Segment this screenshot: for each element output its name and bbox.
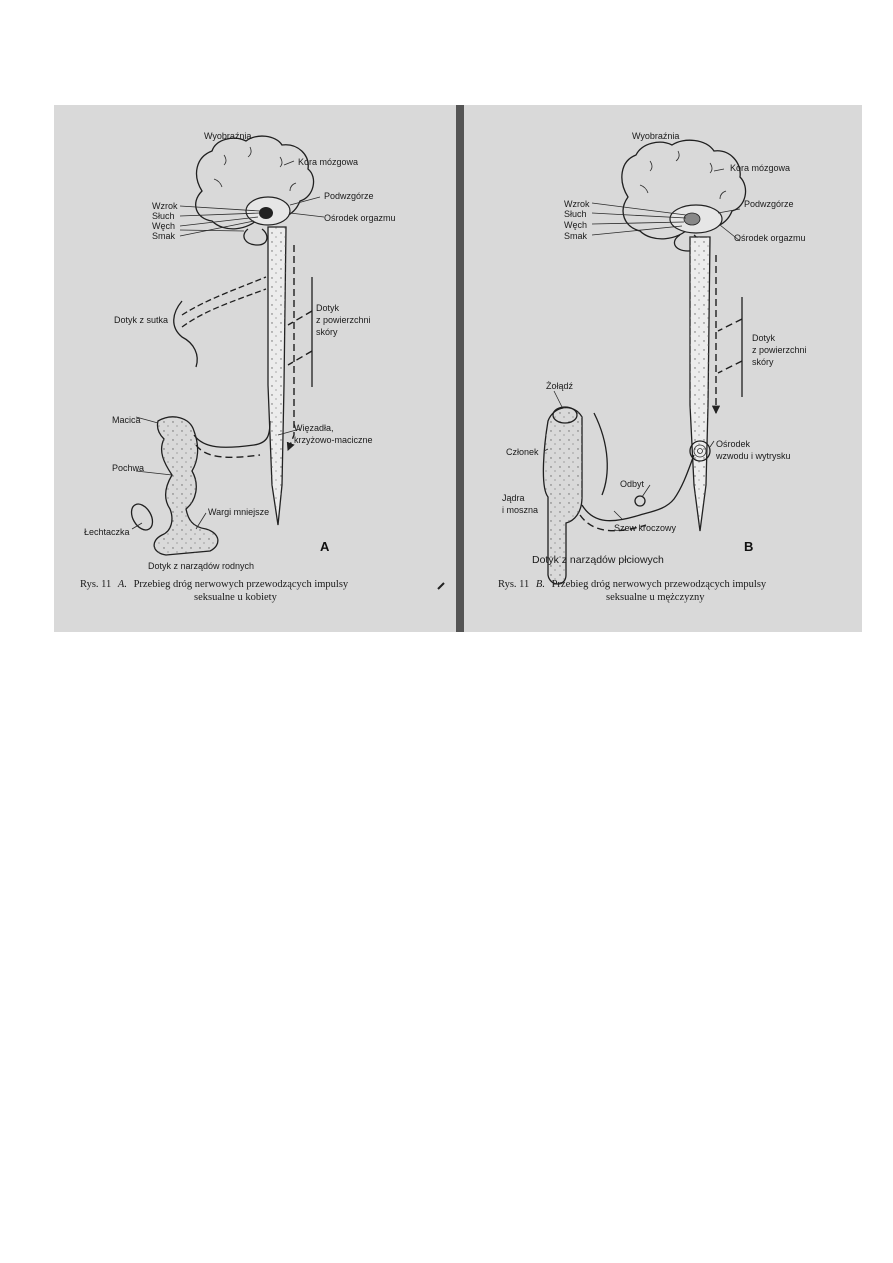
label-b-perineal-raphe: Szew kroczowy (614, 523, 677, 533)
panel-b-orgasm-center (684, 213, 700, 225)
label-b-taste: Smak (564, 231, 588, 241)
label-a-uterus: Macica (112, 415, 141, 425)
label-a-letter: A (320, 539, 330, 554)
label-a-labia: Wargi mniejsze (208, 507, 270, 517)
label-a-hearing: Słuch (152, 211, 175, 221)
right-page (464, 105, 862, 632)
label-b-letter: B (744, 539, 754, 554)
label-b-erection-center-1: Ośrodek (716, 439, 751, 449)
label-b-sight: Wzrok (564, 199, 590, 209)
label-a-orgasm-center: Ośrodek orgazmu (324, 213, 396, 223)
label-b-testes-2: i moszna (502, 505, 539, 515)
label-b-cortex: Kora mózgowa (730, 163, 791, 173)
label-b-skin-touch-1: Dotyk (752, 333, 776, 343)
caption-a-line1: Przebieg dróg nerwowych przewodzących impulsy (133, 579, 349, 590)
label-b-imagination: Wyobraźnia (632, 131, 680, 141)
label-a-hypothalamus: Podwzgórze (324, 191, 374, 201)
book-gutter (456, 105, 464, 632)
label-b-orgasm-center: Ośrodek orgazmu (734, 233, 806, 243)
caption-a-line2: seksualne u kobiety (194, 592, 277, 603)
label-a-ligaments-1: Więzadła, (294, 423, 334, 433)
label-b-hypothalamus: Podwzgórze (744, 199, 794, 209)
label-b-genital-touch: Dotyk z narządów płciowych (532, 554, 664, 566)
svg-text:Rys. 11 B. Przebie (498, 579, 767, 590)
label-b-anus: Odbyt (620, 479, 645, 489)
svg-text:Rys. 11 A. Przebie (80, 579, 349, 590)
scanned-book-spread (54, 105, 862, 632)
caption-b-line2: seksualne u mężczyzny (606, 592, 705, 603)
caption-b-letter: B. (535, 579, 545, 590)
label-a-skin-touch-1: Dotyk (316, 303, 340, 313)
label-b-erection-center-2: wzwodu i wytrysku (716, 451, 791, 461)
label-b-skin-touch-2: z powierzchni (752, 345, 807, 355)
caption-a-prefix: Rys. 11 (80, 579, 112, 590)
label-a-imagination: Wyobraźnia (204, 131, 252, 141)
caption-b-line1: Przebieg dróg nerwowych przewodzących impulsy (551, 579, 767, 590)
panel-a-orgasm-center (259, 207, 273, 219)
label-b-glans: Żołądź (546, 381, 574, 391)
label-a-smell: Węch (152, 221, 176, 231)
label-b-hearing: Słuch (564, 209, 587, 219)
label-b-testes-1: Jądra (502, 493, 525, 503)
label-a-clitoris: Łechtaczka (84, 527, 130, 537)
label-b-penis: Członek (506, 447, 539, 457)
label-a-cortex: Kora mózgowa (298, 157, 359, 167)
label-a-taste: Smak (152, 231, 176, 241)
label-a-sight: Wzrok (152, 201, 178, 211)
caption-b-prefix: Rys. 11 (498, 579, 530, 590)
label-a-genital-touch: Dotyk z narządów rodnych (148, 561, 255, 571)
label-a-breast-touch: Dotyk z sutka (114, 315, 169, 325)
label-a-skin-touch-3: skóry (316, 327, 338, 337)
label-b-smell: Węch (564, 220, 588, 230)
label-a-skin-touch-2: z powierzchni (316, 315, 371, 325)
left-page (54, 105, 456, 632)
label-a-vagina: Pochwa (112, 463, 145, 473)
label-b-skin-touch-3: skóry (752, 357, 774, 367)
caption-a-letter: A. (117, 579, 127, 590)
label-a-ligaments-2: krzyżowo-maciczne (294, 435, 373, 445)
